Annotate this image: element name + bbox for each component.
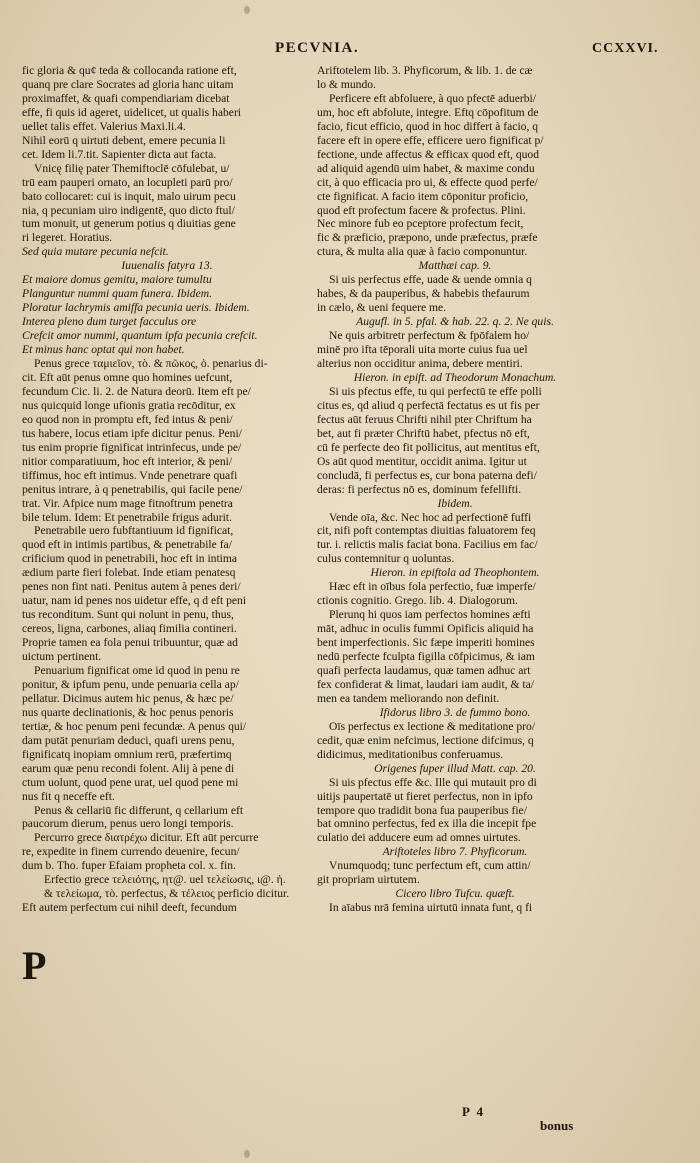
text-line: Origenes fuper illud Matt. cap. 20. [374, 761, 536, 775]
text-line: proximaffet, & quafi compendiariam dicebat [22, 91, 230, 105]
text-line: pellatur. Dicimus autem hic penus, & hæc pe/ [22, 691, 234, 705]
text-line: citus es, qd aliud q perfectā fectatus es ut fis per [317, 398, 540, 412]
text-line: ri legeret. Horatius. [22, 231, 113, 245]
text-line: ctum uolunt, quod pene urat, uel quod pene mi [22, 775, 239, 789]
text-line: bato collocaret: cui is inquit, malo uirum pecu [22, 189, 236, 203]
text-line: Hæc eft in oībus fola perfectio, fuæ imperfe/ [329, 580, 536, 594]
text-line: paucorum dierum, penus uero longi temporis. [22, 817, 234, 831]
text-line: Penetrabile uero fubftantiuum id fignificat, [34, 524, 234, 538]
text-line: Vnumquodq; tunc perfectum eft, cum attin/ [329, 859, 531, 873]
text-line: cit. Eft aūt penus omne quo homines uefcunt, [22, 370, 233, 384]
text-line: penes non fint nati. Penitus autem à penes deri/ [22, 580, 241, 594]
signature-mark: P 4 [462, 1104, 485, 1119]
text-line: alterius non occiditur anima, debere mentiri. [317, 357, 523, 371]
text-line: dam putāt penuriam deduci, quafi urens penu, [22, 733, 235, 747]
text-line: quod eft profectum facere & profectus. Plini. [317, 203, 526, 217]
text-line: culus contemnitur q uoluntas. [317, 552, 455, 566]
text-line: uellet talis effet. Valerius Maxi.li.4. [22, 119, 186, 133]
text-line: Iuuenalis fatyra 13. [121, 259, 213, 273]
text-line: fic gloria & qu¢ teda & collocanda ratione eft, [22, 64, 237, 77]
text-line: nus quarte declinationis, & hoc penus penoris [22, 705, 234, 719]
text-line: concludā, fi perfectus es, cur bona paterna defi/ [317, 468, 537, 482]
text-line: didicimus, meditationibus conferuamus. [317, 747, 504, 761]
text-line: māt, adhuc in oculis fummi Opificis aliquid ha [317, 622, 534, 636]
text-line: uictum pertinent. [22, 650, 102, 664]
text-line: Erfectio grece τελειότης, ητ@. uel τελείωσις, ι@. ἡ. [44, 873, 286, 887]
text-line: Et minus hanc optat qui non habet. [22, 343, 185, 357]
text-line: cereos, ligna, carbones, aliaq fimilia contineri. [22, 622, 237, 636]
binding-mark [244, 6, 250, 14]
text-line: Vende oīa, &c. Nec hoc ad perfectionē fuffi [329, 510, 532, 524]
text-line: earum quæ penu recondi folent. Alij à pene di [22, 761, 235, 775]
text-line: fex confiderat & limat, laudari iam audit, & ta/ [317, 677, 534, 691]
text-line: nus quicquid longe ufionis gratia recōditur, ex [22, 398, 236, 412]
text-line: Ariftotelem lib. 3. Phyficorum, & lib. 1. de cæ [317, 64, 533, 77]
text-line: bat omnino perfectus, fed ex illa die incepit fpe [317, 817, 537, 831]
text-line: bent imperfectionis. Sic fæpe imperiti homines [317, 636, 535, 650]
page-header [0, 40, 700, 62]
text-line: Ploratur lachrymis amiffa pecunia ueris. Ibidem. [22, 301, 250, 315]
text-line: ponitur, & ipfum penu, unde penuaria cella ap/ [22, 677, 239, 691]
text-line: In aīabus nrā femina uirtutū innata funt, q fi [329, 901, 533, 915]
text-line: Perficere eft abfoluere, à quo pfectē aduerbi/ [329, 91, 536, 105]
text-line: crificium quod in penetrabili, hoc eft in intima [22, 552, 238, 566]
catchword: bonus [540, 1118, 574, 1133]
text-line: cit, nifi poft contemptas diuitias faluatorem feq [317, 524, 536, 538]
text-line: ædium parte fieri folebat. Inde etiam penatesq [22, 566, 236, 580]
text-line: ad aliquid agendū uim habet, & maxime condu [317, 161, 535, 175]
text-line: Plerunq hi quos iam perfectos homines æfti [329, 608, 531, 622]
text-line: fecundum Cic. li. 2. de Natura deorū. Item eft pe/ [22, 384, 251, 398]
text-line: tempore quo tradidit bona fua pauperibus fie/ [317, 803, 527, 817]
text-line: Penus grece ταμιεῖον, τὸ. & πῶκος, ὁ. penarius di- [34, 357, 268, 371]
text-line: ctura, & multa alia quæ à facio componuntur. [317, 245, 528, 259]
text-line: trat. Vir. Afpice num mage fitnoftrum penetra [22, 496, 233, 510]
text-line: Penuarium fignificat ome id quod in penu re [34, 663, 240, 677]
running-head: PECVNIA. [275, 40, 360, 56]
text-line: quod eft in intimis partibus, & penetrabile fa/ [22, 538, 232, 552]
text-line: Oīs perfectus ex lectione & meditatione pro/ [329, 719, 536, 733]
text-line: Cicero libro Tufcu. quæft. [395, 887, 515, 901]
text-line: Nec minore fub eo pceptore profectum fecit, [317, 217, 524, 231]
text-line: Vnicę filię pater Themiftoclē cōfulebat, u/ [34, 161, 230, 175]
text-line: cit, à quo efficacia pro ui, & effecte quod perfe/ [317, 175, 538, 189]
text-line: Et maiore domus gemitu, maiore tumultu [22, 273, 212, 287]
text-line: nitior comparatiuum, hoc eft interior, & peni/ [22, 454, 233, 468]
text-line: dum b. Tho. fuper Efaiam propheta col. x. fin. [22, 859, 236, 873]
text-line: git propriam uirtutem. [317, 873, 420, 887]
text-line: fignificatq inopiam omnium rerū, præfertimq [22, 747, 232, 761]
text-line: Hieron. in epiftola ad Theophontem. [370, 566, 540, 580]
text-line: Ariftoteles libro 7. Phyficorum. [382, 845, 528, 859]
text-line: lo & mundo. [317, 77, 376, 91]
text-line: habes, & da pauperibus, & habebis thefaurum [317, 287, 530, 301]
text-line: nia, q pecuniam uiro indigentē, quo dicto ftul/ [22, 203, 235, 217]
text-line: cet. Idem li.7.tit. Sapienter dicta aut facta. [22, 147, 217, 161]
left-text-column [22, 64, 312, 915]
text-line: fectione, unde affectus & efficax quod eft, quod [317, 147, 540, 161]
text-line: uitijs paupertatē ut fieret perfectus, non in ipfo [317, 789, 533, 803]
text-line: Ifidorus libro 3. de fummo bono. [379, 705, 531, 719]
folio-number: CCXXVI. [592, 41, 659, 56]
text-line: Si uis pfectus effe &c. Ille qui mutauit pro di [329, 775, 537, 789]
text-line: Sed quia mutare pecunia nefcit. [22, 245, 169, 259]
right-text-column [317, 64, 593, 915]
text-line: minē pro ifta tēporali uita morte cuius fua uel [317, 343, 528, 357]
text-line: Eft autem perfectum cui nihil deeft, fecundum [22, 901, 237, 915]
text-line: Ne quis arbitretr perfectum & fpōfalem ho/ [329, 329, 530, 343]
text-line: facere eft in opere effe, efficere uero fignificat p/ [317, 133, 544, 147]
text-line: deras: fi perfectus nō es, dominum fefellifti. [317, 482, 522, 496]
text-line: tus reconditum. Sunt qui nolunt in penu, thus, [22, 608, 234, 622]
text-line: in cælo, & ueni fequere me. [317, 301, 447, 315]
text-line: nedū perfecte fculpta figilla cōfpicimus, & iam [317, 650, 535, 664]
binding-mark [244, 1150, 250, 1158]
text-line: Percurro grece διατρέχω dicitur. Eft aūt percurre [34, 831, 259, 845]
text-line: tur. i. relictis malis faciat bona. Facilius em fac/ [317, 538, 538, 552]
text-line: Si uis pfectus effe, tu qui perfectū te effe polli [329, 384, 542, 398]
text-line: Interea pleno dum turget facculus ore [22, 315, 197, 329]
text-line: bet, aut fi præter Chriftū habet, pfectus nō eft, [317, 426, 530, 440]
text-line: Ibidem. [437, 496, 473, 510]
text-line: Nihil eorū q uirtuti debent, emere pecunia li [22, 133, 226, 147]
text-line: nus fit q neceffe eft. [22, 789, 115, 803]
text-line: fectus aūt feruus Chrifti nihil pter Chriftum ha [317, 412, 532, 426]
text-line: Si uis perfectus effe, uade & uende omnia q [329, 273, 532, 287]
text-line: Hieron. in epift. ad Theodorum Monachum. [353, 370, 557, 384]
text-line: Penus & cellariū fic differunt, q cellarium eft [34, 803, 244, 817]
text-line: tus enim proprie fignificat intrinfecus, unde pe/ [22, 440, 242, 454]
text-line: tiffimus, hoc eft intimus. Vnde penetrare quafi [22, 468, 238, 482]
text-line: Crefcit amor nummi, quantum ipfa pecunia crefcit. [22, 329, 258, 343]
text-line: quafi perfecta laudamus, quæ tamen adhuc art [317, 663, 531, 677]
text-line: bile telum. Idem: Et penetrabile frigus adurit. [22, 510, 232, 524]
text-line: penitus intrare, à q penetrabilis, qui facile pene/ [22, 482, 243, 496]
text-line: men ea tandem meliorando non definit. [317, 691, 500, 705]
text-line: facio, ficut efficio, quod in hoc differt à facio, q [317, 119, 539, 133]
text-line: tum monuit, ut generum potius q diuitias gene [22, 217, 236, 231]
text-line: cedit, quæ enim nefcimus, lectione difcimus, q [317, 733, 534, 747]
text-line: Proprie tamen ea fola penui tribuuntur, quæ ad [22, 636, 238, 650]
text-line: cte fignificat. A facio item cōponitur proficio, [317, 189, 529, 203]
text-line: quanq pre clare Socrates ad gloria hanc uitam [22, 77, 234, 91]
text-line: & τελείωμα, τὸ. perfectus, & τέλειος perficio dicitur. [44, 887, 290, 901]
text-line: trū eam pauperi ornato, an locupleti parū pro/ [22, 175, 233, 189]
text-line: eo quod non in promptu eft, fed intus & peni/ [22, 412, 233, 426]
text-line: cū fe perfecte deo fit pollicitus, aut mentitus eft, [317, 440, 540, 454]
text-line: Os aūt quod mentitur, occidit anima. Igitur ut [317, 454, 527, 468]
text-line: um, hoc eft abfolute, integre. Eftq cōpofitum de [317, 105, 539, 119]
text-line: Augufl. in 5. pfal. & hab. 22. q. 2. Ne quis. [356, 315, 554, 329]
text-line: uatur, nam id penes nos uidetur effe, q d eft peni [22, 594, 247, 608]
drop-cap-initial: P [22, 943, 47, 988]
text-line: culatio dei adducere eum ad omnes uirtutes. [317, 831, 521, 845]
text-line: Matthæi cap. 9. [418, 259, 492, 273]
text-line: tertiæ, & hoc penum peni fecundæ. A penus qui/ [22, 719, 247, 733]
text-line: Planguntur nummi quam funera. Ibidem. [22, 287, 212, 301]
text-line: ctionis cognitio. Grego. lib. 4. Dialogorum. [317, 594, 518, 608]
text-line: fic & præficio, præpono, unde præfectus, præfe [317, 231, 538, 245]
text-line: re, expedite in finem currendo deuenire, fecun/ [22, 845, 240, 859]
text-line: tus habere, locus etiam ipfe dicitur penus. Peni/ [22, 426, 242, 440]
text-line: effe, fi quis id ageret, uidelicet, ut qualis haberi [22, 105, 242, 119]
